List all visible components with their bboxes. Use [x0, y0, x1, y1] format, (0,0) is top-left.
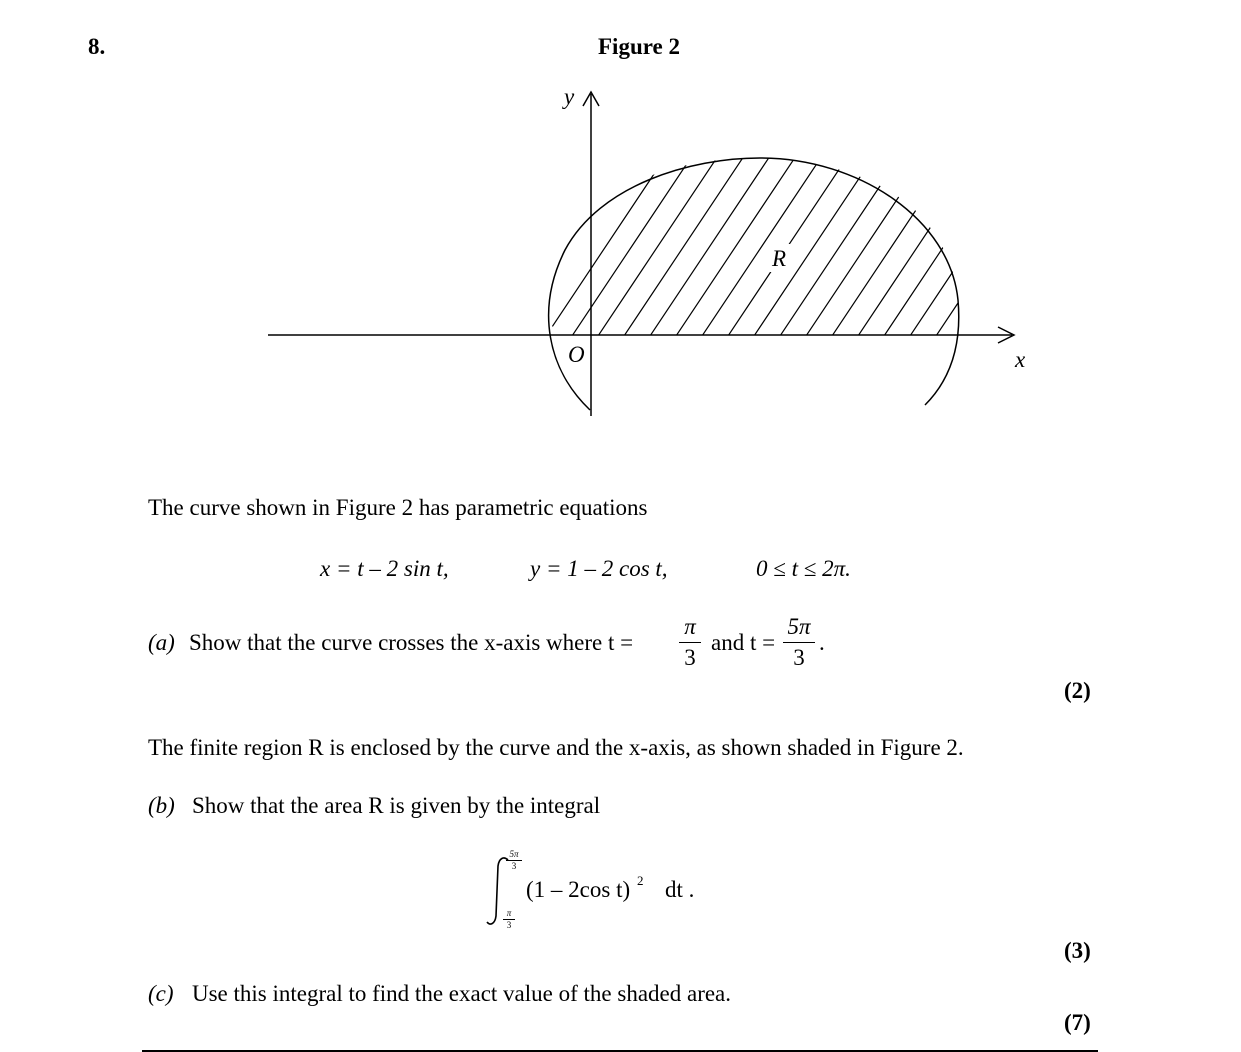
part-b-marks: (3) [1064, 938, 1091, 963]
part-c-label: (c) [148, 981, 174, 1006]
fraction-2-denominator: 3 [793, 645, 805, 670]
part-a-fraction-1 [679, 614, 701, 671]
region-label: R [772, 246, 787, 271]
part-a-text: Show that the curve crosses the x-axis where t = [189, 630, 634, 655]
region-statement: The finite region R is enclosed by the curve and the x-axis, as shown shaded in Figure 2. [148, 735, 964, 760]
fraction-2-numerator: 5π [787, 614, 811, 639]
figure-title: Figure 2 [598, 34, 680, 59]
fraction-1-denominator: 3 [684, 645, 696, 670]
figure-2-diagram [0, 0, 1241, 440]
upper-limit [506, 850, 522, 871]
intro-text: The curve shown in Figure 2 has parametric equations [148, 495, 648, 520]
integrand: (1 – 2cos t) [526, 877, 631, 902]
question-number: 8. [88, 34, 106, 59]
lower-limit [503, 909, 515, 930]
part-a-label: (a) [148, 630, 175, 655]
x-equation: x = t – 2 sin t, [320, 556, 449, 581]
region-hatching [400, 0, 1241, 440]
lower-limit-numerator: π [506, 908, 512, 918]
part-b-text: Show that the area R is given by the integral [192, 793, 601, 818]
differential: dt . [665, 877, 695, 902]
integrand-exponent: 2 [637, 873, 644, 888]
lower-limit-denominator: 3 [506, 920, 512, 930]
origin-label: O [568, 342, 585, 367]
part-a-marks: (2) [1064, 678, 1091, 703]
parametric-curve [549, 158, 959, 410]
part-a-connector: and t = [711, 630, 776, 655]
fraction-1-numerator: π [684, 614, 696, 639]
part-b-label: (b) [148, 793, 175, 818]
y-axis-label: y [564, 84, 575, 109]
upper-limit-denominator: 3 [511, 861, 517, 871]
part-a-end: . [819, 630, 825, 655]
part-c-text: Use this integral to find the exact value of the shaded area. [192, 981, 732, 1006]
x-axis-label: x [1015, 347, 1026, 372]
part-a-fraction-2 [783, 614, 815, 671]
y-equation: y = 1 – 2 cos t, [530, 556, 668, 581]
parameter-range: 0 ≤ t ≤ 2π. [756, 556, 851, 581]
part-c-marks: (7) [1064, 1010, 1091, 1035]
upper-limit-numerator: 5π [509, 849, 519, 859]
